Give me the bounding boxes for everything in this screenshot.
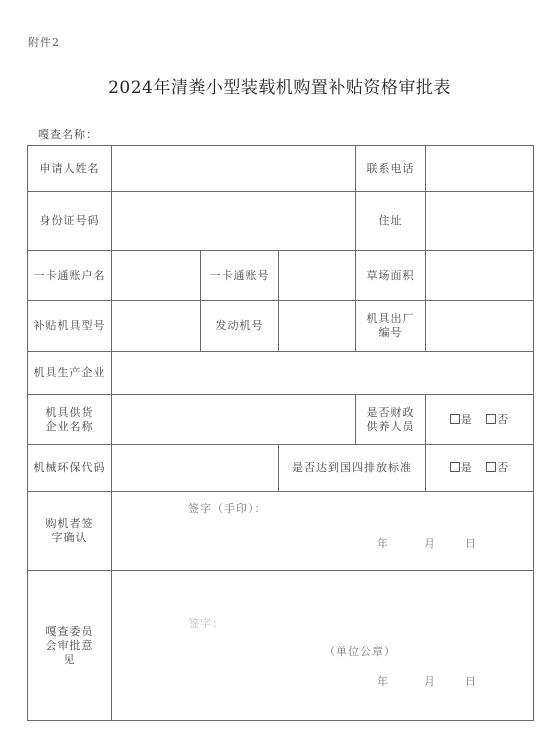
contact-phone-field[interactable] xyxy=(426,146,534,192)
table-row xyxy=(28,352,534,395)
sign-label: 签字： xyxy=(188,617,224,630)
supplier-name-label: 机具供货企业名称 xyxy=(28,395,112,445)
no-checkbox[interactable] xyxy=(486,414,496,424)
form-title: 2024年清粪小型装载机购置补贴资格审批表 xyxy=(108,78,451,98)
pasture-area-label: 草场面积 xyxy=(356,251,426,301)
supplier-name-field[interactable] xyxy=(112,395,356,445)
month-label: 月 xyxy=(424,675,436,688)
year-label: 年 xyxy=(377,537,389,550)
card-account-name-field[interactable] xyxy=(112,251,201,301)
card-account-number-label: 一卡通账号 xyxy=(201,251,279,301)
no-option-label: 否 xyxy=(497,412,510,426)
day-label: 日 xyxy=(465,675,477,688)
applicant-name-label: 申请人姓名 xyxy=(28,146,112,192)
table-row xyxy=(28,192,534,251)
emission-standard-label: 是否达到国四排放标准 xyxy=(279,445,426,492)
committee-opinion-field[interactable] xyxy=(112,571,534,721)
engine-number-field[interactable] xyxy=(279,301,356,352)
emission-standard-choice xyxy=(426,445,534,492)
machine-model-field[interactable] xyxy=(112,301,201,352)
year-label: 年 xyxy=(377,675,389,688)
pasture-area-field[interactable] xyxy=(426,251,534,301)
yes-checkbox[interactable] xyxy=(450,462,460,472)
env-code-field[interactable] xyxy=(112,445,279,492)
yes-checkbox[interactable] xyxy=(450,414,460,424)
buyer-confirm-label: 购机者签字确认 xyxy=(28,492,112,571)
machine-model-label: 补贴机具型号 xyxy=(28,301,112,352)
unit-seal-label: （单位公章） xyxy=(324,645,396,658)
sign-fingerprint-label: 签字（手印）： xyxy=(188,502,267,515)
address-label: 住址 xyxy=(356,192,426,251)
card-account-number-field[interactable] xyxy=(279,251,356,301)
engine-number-label: 发动机号 xyxy=(201,301,279,352)
subsidy-application-table xyxy=(27,145,534,721)
table-row xyxy=(28,395,534,445)
table-row xyxy=(28,251,534,301)
address-field[interactable] xyxy=(426,192,534,251)
month-label: 月 xyxy=(424,537,436,550)
fiscal-staff-choice xyxy=(426,395,534,445)
manufacturer-label: 机具生产企业 xyxy=(28,352,112,395)
id-number-field[interactable] xyxy=(112,192,356,251)
buyer-confirm-field[interactable] xyxy=(112,492,534,571)
no-option-label: 否 xyxy=(497,461,510,474)
factory-number-field[interactable] xyxy=(426,301,534,352)
factory-number-label: 机具出厂编号 xyxy=(356,301,426,352)
yes-option-label: 是 xyxy=(460,412,473,426)
contact-phone-label: 联系电话 xyxy=(356,146,426,192)
env-code-label: 机械环保代码 xyxy=(28,445,112,492)
fiscal-staff-label: 是否财政供养人员 xyxy=(356,395,426,445)
id-number-label: 身份证号码 xyxy=(28,192,112,251)
yes-option-label: 是 xyxy=(460,461,473,474)
day-label: 日 xyxy=(465,537,477,550)
applicant-name-field[interactable] xyxy=(112,146,356,192)
table-row xyxy=(28,492,534,571)
card-account-name-label: 一卡通账户名 xyxy=(28,251,112,301)
area-name-label: 嘎查名称： xyxy=(38,128,98,141)
committee-opinion-label: 嘎查委员会审批意见 xyxy=(28,571,112,721)
no-checkbox[interactable] xyxy=(486,462,496,472)
table-row xyxy=(28,571,534,721)
table-row xyxy=(28,146,534,192)
table-row xyxy=(28,301,534,352)
attachment-label: 附件2 xyxy=(28,36,60,49)
manufacturer-field[interactable] xyxy=(112,352,534,395)
table-row xyxy=(28,445,534,492)
